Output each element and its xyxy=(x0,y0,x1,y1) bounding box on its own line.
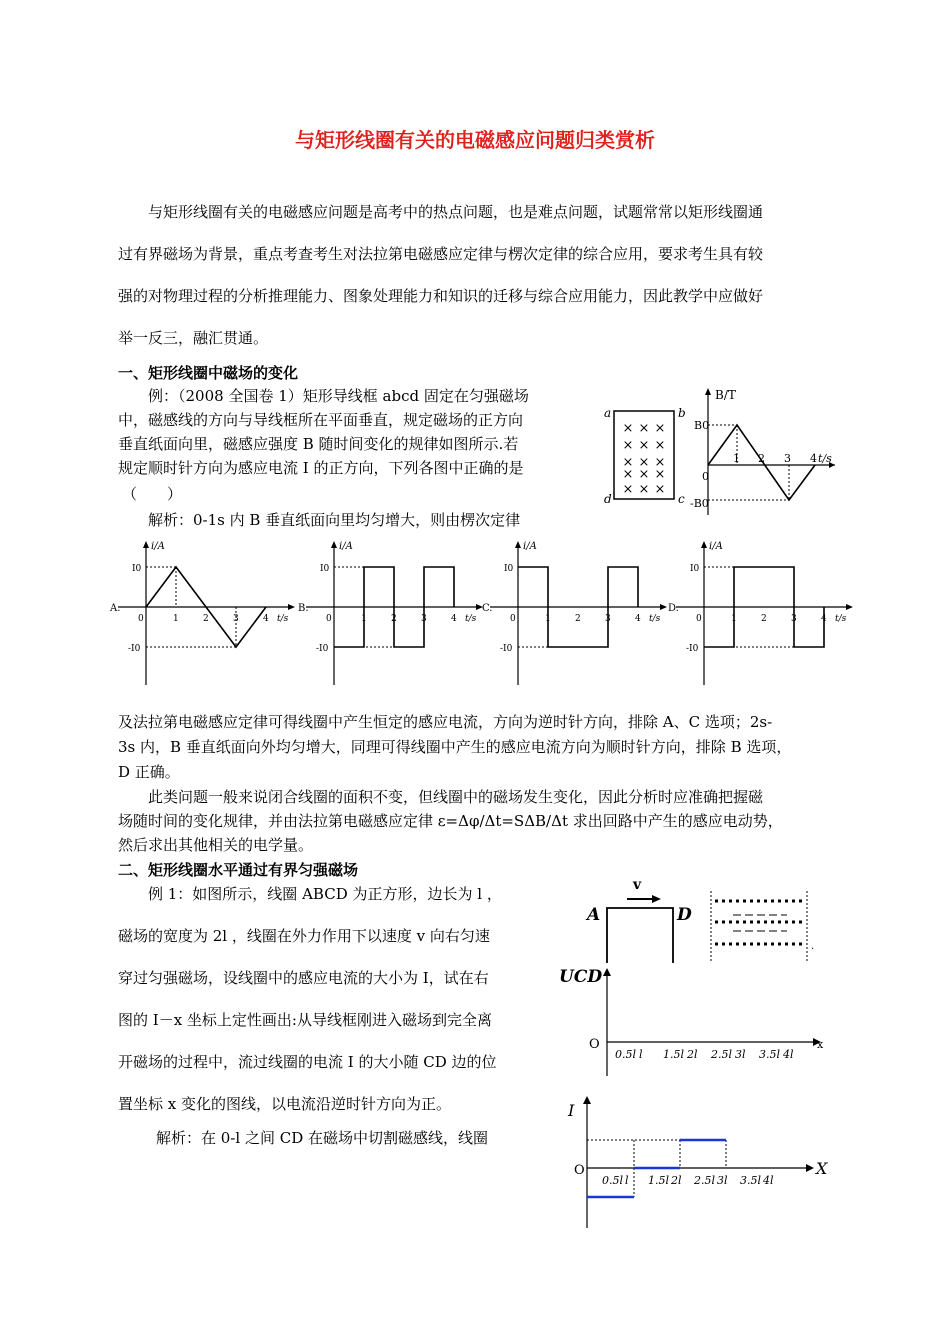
ucd-tick-6: 3.5l xyxy=(759,1048,781,1061)
continued-line-3: D 正确。 xyxy=(118,763,180,781)
svg-text:×: × xyxy=(654,482,666,497)
bt-tick-0: 0 xyxy=(702,470,709,483)
tick-label-3: 3 xyxy=(605,614,611,624)
ix-tick-3: 2l xyxy=(671,1174,682,1187)
loop-abcd-figure xyxy=(600,405,690,505)
section2-line-7: 解析：在 0-l 之间 CD 在磁场中切割磁感线，线圈 xyxy=(156,1129,488,1147)
option-a-graph xyxy=(108,535,289,690)
tick-label-4: 4 xyxy=(821,614,827,624)
ix-tick-2: 1.5l xyxy=(648,1174,670,1187)
x-axis-arrow-icon xyxy=(846,604,853,610)
section2-line-3: 穿过匀强磁场，设线圈中的感应电流的大小为 I，试在右 xyxy=(118,969,489,987)
top-label: I0 xyxy=(320,564,330,574)
tick-label-0: 0 xyxy=(510,614,516,624)
ix-tick-0: 0.5l xyxy=(602,1174,624,1187)
summary-line-3: 然后求出其他相关的电学量。 xyxy=(118,836,314,854)
velocity-label: v xyxy=(633,877,642,893)
example-line-4: 规定顺时针方向为感应电流 I 的正方向，下列各图中正确的是 xyxy=(118,459,524,477)
bt-tick-1: 1 xyxy=(733,452,740,465)
tick-label-1: 1 xyxy=(361,614,367,624)
ucd-tick-2: 1.5l xyxy=(663,1048,685,1061)
svg-text:×: × xyxy=(654,438,666,453)
bt-tick-3: 3 xyxy=(784,452,791,465)
option-b-graph xyxy=(296,535,476,690)
coil-outline xyxy=(607,908,673,963)
tick-label-2: 2 xyxy=(203,614,209,624)
intro-line-4: 举一反三，融汇贯通。 xyxy=(118,329,269,347)
bt-xlabel: t/s xyxy=(818,452,832,465)
ucd-ylabel: UCD xyxy=(559,967,603,987)
svg-text:×: × xyxy=(622,455,634,470)
section2-line-1: 例 1：如图所示，线圈 ABCD 为正方形，边长为 l ， xyxy=(148,885,502,903)
velocity-arrow-icon xyxy=(652,895,661,903)
intro-line-2: 过有界磁场为背景，重点考查考生对法拉第电磁感应定律与楞次定律的综合应用，要求考生具有较 xyxy=(118,245,764,263)
y-axis-arrow-icon xyxy=(331,541,337,548)
tick-label-2: 2 xyxy=(761,614,767,624)
tick-label-3: 3 xyxy=(233,614,239,624)
ucd-origin: O xyxy=(589,1037,600,1052)
tick-label-0: 0 xyxy=(138,614,144,624)
svg-text:×: × xyxy=(638,467,650,482)
i-x-graph xyxy=(560,1090,840,1232)
ix-tick-7: 4l xyxy=(763,1174,774,1187)
option-d-graph xyxy=(666,535,848,690)
field-marks xyxy=(623,421,666,497)
analysis-line: 解析：0-1s 内 B 垂直纸面向里均匀增大，则由楞次定律 xyxy=(148,511,521,529)
bt-tick-4: 4 xyxy=(810,452,817,465)
continued-line-1: 及法拉第电磁感应定律可得线圈中产生恒定的感应电流，方向为逆时针方向，排除 A、C 选项；2s- xyxy=(118,713,773,731)
ucd-tick-5: 3l xyxy=(735,1048,746,1061)
ucd-tick-7: 4l xyxy=(783,1048,794,1061)
y-axis-label: i/A xyxy=(339,541,353,552)
svg-text:.: . xyxy=(811,941,815,952)
tick-label-3: 3 xyxy=(421,614,427,624)
tick-label-2: 2 xyxy=(391,614,397,624)
corner-b: b xyxy=(678,406,686,420)
option-letter: B. xyxy=(298,603,309,614)
section2-line-2: 磁场的宽度为 2l ，线圈在外力作用下以速度 v 向右匀速 xyxy=(118,927,490,945)
x-axis-label: t/s xyxy=(465,614,477,624)
intro-line-1: 与矩形线圈有关的电磁感应问题是高考中的热点问题，也是难点问题，试题常常以矩形线圈通 xyxy=(148,203,764,221)
svg-text:×: × xyxy=(622,467,634,482)
tick-label-1: 1 xyxy=(731,614,737,624)
ucd-tick-1: l xyxy=(639,1048,643,1061)
ix-tick-5: 3l xyxy=(717,1174,728,1187)
coil-label-a: A xyxy=(587,905,601,925)
option-letter: D. xyxy=(668,603,679,614)
svg-text:×: × xyxy=(638,421,650,436)
tick-label-4: 4 xyxy=(263,614,269,624)
x-axis-label: t/s xyxy=(835,614,847,624)
svg-text:×: × xyxy=(622,482,634,497)
ix-origin: O xyxy=(574,1163,585,1178)
y-axis-label: i/A xyxy=(151,541,165,552)
svg-text:×: × xyxy=(654,455,666,470)
page-title: 与矩形线圈有关的电磁感应问题归类赏析 xyxy=(295,128,655,152)
bt-bottom-label: -B0 xyxy=(690,497,709,510)
bt-tick-2: 2 xyxy=(758,452,765,465)
ix-xlabel: X xyxy=(816,1159,828,1178)
section2-line-6: 置坐标 x 变化的图线，以电流沿逆时针方向为正。 xyxy=(118,1095,451,1113)
bottom-label: -I0 xyxy=(686,644,699,654)
top-label: I0 xyxy=(690,564,700,574)
y-axis-label: i/A xyxy=(523,541,537,552)
coil-label-d: D xyxy=(677,905,692,925)
corner-d: d xyxy=(604,492,612,506)
y-axis-arrow-icon xyxy=(515,541,521,548)
ix-ylabel: I xyxy=(568,1101,575,1120)
tick-label-0: 0 xyxy=(326,614,332,624)
ucd-xlabel: x xyxy=(817,1038,824,1051)
coil-field-figure xyxy=(575,875,825,965)
option-letter: A. xyxy=(110,603,121,614)
tick-label-4: 4 xyxy=(451,614,457,624)
ix-tick-1: l xyxy=(625,1174,629,1187)
corner-c: c xyxy=(678,492,685,506)
option-c-graph xyxy=(480,535,660,690)
ucd-tick-3: 2l xyxy=(687,1048,698,1061)
tick-label-0: 0 xyxy=(696,614,702,624)
ucd-tick-0: 0.5l xyxy=(615,1048,637,1061)
svg-text:×: × xyxy=(622,421,634,436)
svg-text:×: × xyxy=(638,438,650,453)
bottom-label: -I0 xyxy=(316,644,329,654)
svg-text:×: × xyxy=(638,482,650,497)
section2-heading: 二、矩形线圈水平通过有界匀强磁场 xyxy=(118,861,359,879)
y-axis-label: i/A xyxy=(709,541,723,552)
svg-text:×: × xyxy=(654,467,666,482)
ix-tick-6: 3.5l xyxy=(740,1174,762,1187)
example-line-2: 中，磁感线的方向与导线框所在平面垂直，规定磁场的正方向 xyxy=(118,411,524,429)
ucd-tick-4: 2.5l xyxy=(711,1048,733,1061)
y-axis-arrow-icon xyxy=(143,541,149,548)
bottom-label: -I0 xyxy=(500,644,513,654)
summary-line-1: 此类问题一般来说闭合线圈的面积不变，但线圈中的磁场发生变化，因此分析时应准确把握磁 xyxy=(148,788,764,806)
bt-ylabel: B/T xyxy=(715,388,736,402)
top-label: I0 xyxy=(132,564,142,574)
intro-line-3: 强的对物理过程的分析推理能力、图象处理能力和知识的迁移与综合应用能力，因此教学中应做好 xyxy=(118,287,764,305)
example-line-5: （ ） xyxy=(122,485,183,503)
svg-text:×: × xyxy=(654,421,666,436)
ix-tick-4: 2.5l xyxy=(694,1174,716,1187)
example-line-3: 垂直纸面向里，磁感应强度 B 随时间变化的规律如图所示.若 xyxy=(118,435,519,453)
summary-line-2: 场随时间的变化规律，并由法拉第电磁感应定律 ε=Δφ/Δt=SΔB/Δt 求出回路中产生的感应电动势， xyxy=(118,812,783,830)
svg-text:×: × xyxy=(622,438,634,453)
y-axis-arrow-icon xyxy=(701,541,707,548)
svg-text:×: × xyxy=(638,455,650,470)
continued-line-2: 3s 内，B 垂直纸面向外均匀增大，同理可得线圈中产生的感应电流方向为顺时针方向，排除 B 选项， xyxy=(118,738,792,756)
option-letter: C. xyxy=(482,603,493,614)
x-axis-arrow-icon xyxy=(288,604,295,610)
x-axis-label: t/s xyxy=(649,614,661,624)
tick-label-2: 2 xyxy=(575,614,581,624)
tick-label-1: 1 xyxy=(545,614,551,624)
b-t-graph xyxy=(690,385,840,520)
ucd-x-graph xyxy=(555,962,835,1080)
tick-label-4: 4 xyxy=(635,614,641,624)
section2-line-5: 开磁场的过程中，流过线圈的电流 I 的大小随 CD 边的位 xyxy=(118,1053,497,1071)
section1-heading: 一、矩形线圈中磁场的变化 xyxy=(118,364,299,382)
bottom-label: -I0 xyxy=(128,644,141,654)
section2-line-4: 图的 I－x 坐标上定性画出:从导线框刚进入磁场到完全离 xyxy=(118,1011,492,1029)
bt-top-label: B0 xyxy=(694,419,710,432)
top-label: I0 xyxy=(504,564,514,574)
x-axis-label: t/s xyxy=(277,614,289,624)
corner-a: a xyxy=(604,406,612,420)
tick-label-1: 1 xyxy=(173,614,179,624)
example-line-1: 例：（2008 全国卷 1）矩形导线框 abcd 固定在匀强磁场 xyxy=(148,387,529,405)
tick-label-3: 3 xyxy=(791,614,797,624)
